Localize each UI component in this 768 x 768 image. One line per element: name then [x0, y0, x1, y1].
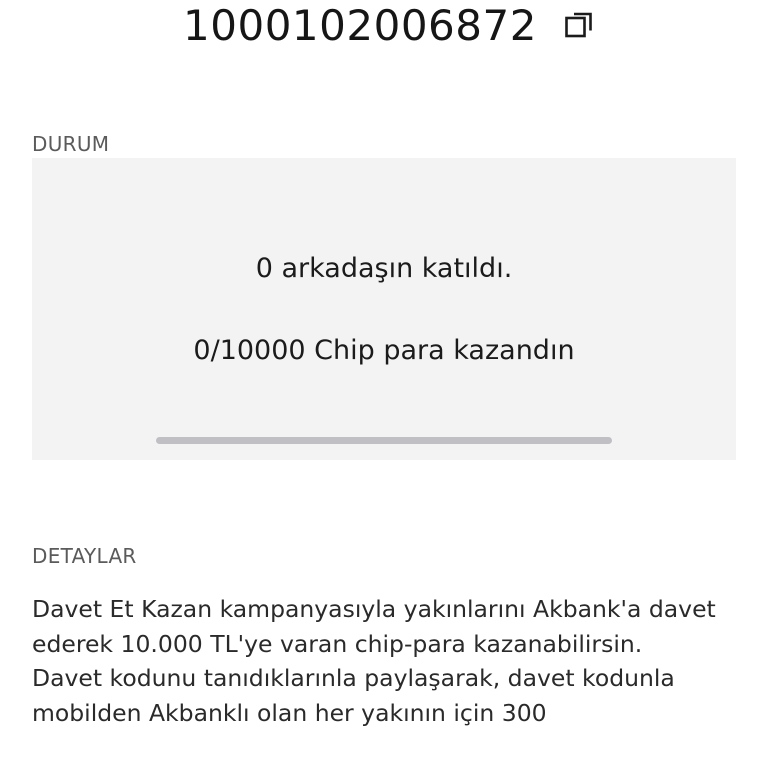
- chips-earned-text: 0/10000 Chip para kazandın: [193, 335, 575, 366]
- details-paragraph-1: Davet Et Kazan kampanyasıyla yakınlarını Akbank'a davet ederek 10.000 TL'ye varan chip-para kazanabilirsin.: [32, 595, 716, 658]
- copy-icon-svg: [563, 7, 599, 43]
- details-section-label: DETAYLAR: [32, 544, 137, 568]
- copy-icon[interactable]: [563, 7, 599, 43]
- details-paragraph-2: Davet kodunu tanıdıklarınla paylaşarak, davet kodunla mobilden Akbanklı olan her yakının için 300: [32, 664, 675, 727]
- invite-code-row: [0, 0, 768, 50]
- status-card: [32, 158, 736, 460]
- status-section-label: DURUM: [32, 132, 110, 156]
- details-text-block: [32, 592, 736, 730]
- invite-code: 1000102006872: [183, 0, 537, 50]
- chip-progress-bar: [156, 437, 612, 444]
- friends-joined-text: 0 arkadaşın katıldı.: [255, 253, 513, 284]
